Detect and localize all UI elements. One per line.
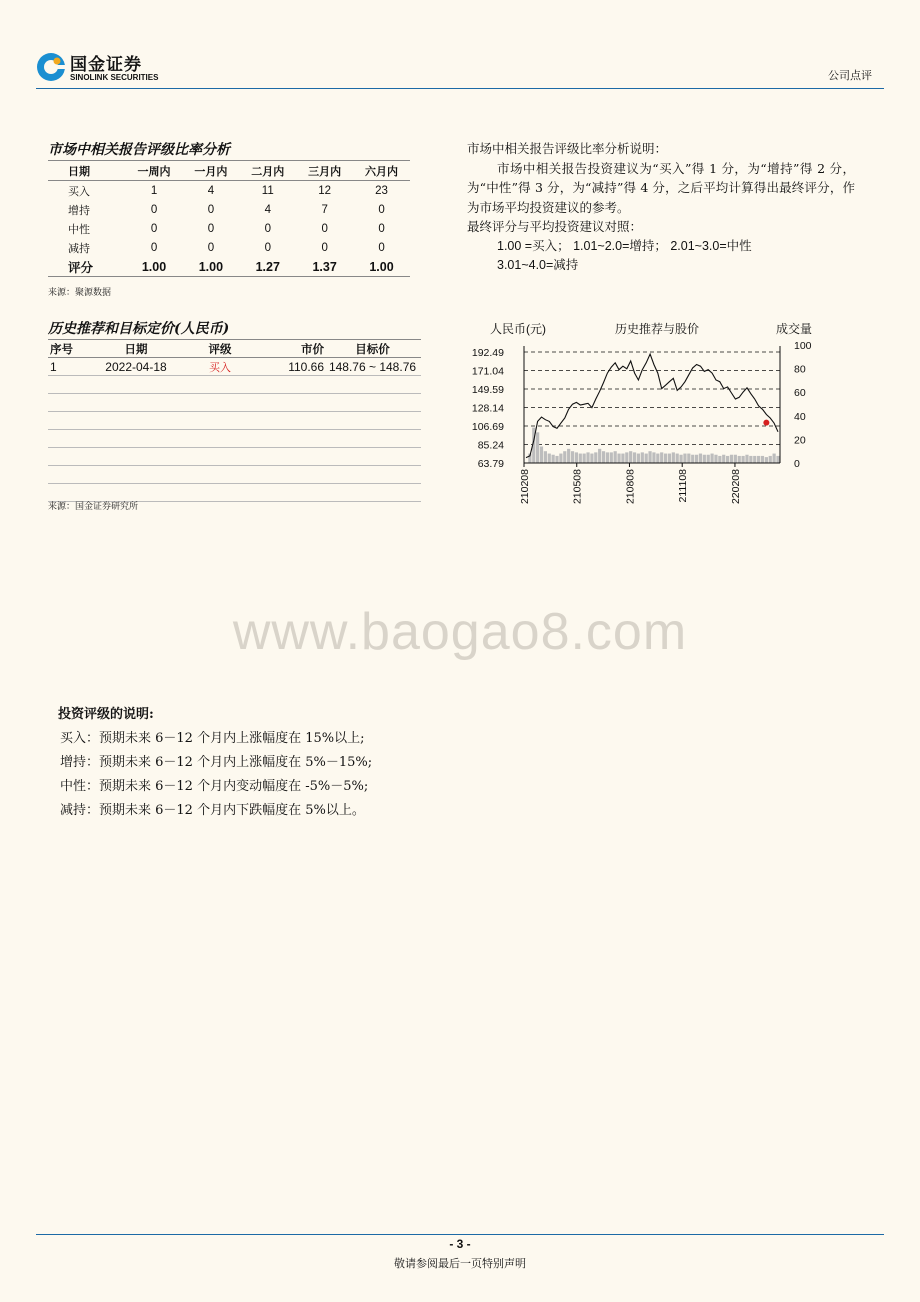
rating-ratio-source: 来源：聚源数据: [48, 288, 112, 298]
score-cell: 1.27: [239, 257, 296, 277]
volume-bar: [749, 456, 752, 463]
volume-bar: [672, 452, 675, 463]
logo-text-en: SINOLINK SECURITIES: [70, 73, 159, 82]
volume-bar: [676, 454, 679, 463]
volume-bar: [664, 454, 667, 463]
volume-bar: [571, 451, 574, 463]
volume-bar: [552, 455, 555, 463]
col-header: 六月内: [353, 161, 410, 181]
empty-row: [48, 412, 421, 430]
table-cell: 23: [375, 184, 388, 197]
volume-bar: [645, 454, 648, 463]
volume-bar: [536, 432, 539, 463]
volume-bar: [699, 454, 702, 463]
col-header: 市价: [254, 340, 324, 358]
volume-bar: [683, 454, 686, 463]
volume-bar: [563, 451, 566, 463]
table-cell: 0: [264, 241, 271, 254]
table-cell: 0: [264, 222, 271, 235]
investment-rating-legend: [58, 703, 372, 823]
col-header: 评级: [186, 340, 254, 358]
chart-ylabel-right: 成交量: [775, 322, 812, 336]
table-cell: 0: [150, 222, 158, 235]
volume-bar: [738, 456, 741, 463]
y-tick-left: 106.69: [471, 421, 504, 433]
x-tick-label: 210508: [571, 469, 584, 505]
volume-bar: [730, 455, 733, 463]
volume-bar: [652, 452, 655, 463]
table-cell: 0: [378, 241, 385, 254]
volume-bar: [687, 454, 690, 463]
rating-explanation: [467, 139, 855, 276]
mapping-heading: 最终评分与平均投资建议对照：: [467, 219, 643, 234]
table-cell: 0: [150, 203, 158, 216]
col-header: 一月内: [182, 161, 239, 181]
table-row: [48, 181, 410, 201]
footer-disclaimer: 敬请参阅最后一页特别声明: [394, 1257, 526, 1270]
x-tick-label: 220208: [729, 469, 742, 505]
price-line: [526, 354, 778, 458]
row-no: 1: [48, 358, 86, 376]
volume-bar: [691, 455, 694, 463]
rating-definition: 增持：预期未来 6－12 个月内上涨幅度在 5%－15%;: [60, 755, 373, 770]
recommendation-marker: [763, 420, 769, 426]
volume-bar: [703, 455, 706, 463]
volume-bar: [722, 455, 725, 463]
y-tick-left: 128.14: [471, 402, 504, 415]
rating-ratio-title: 市场中相关报告评级比率分析: [48, 142, 230, 158]
col-header: 日期: [48, 161, 126, 181]
row-target: 148.76 ~ 148.76: [324, 358, 421, 376]
y-tick-right: 0: [794, 458, 800, 470]
volume-bar: [726, 456, 729, 463]
volume-bar: [776, 456, 779, 463]
volume-bar: [575, 452, 578, 463]
volume-bar: [614, 451, 617, 463]
volume-bar: [637, 454, 640, 463]
table-cell: 0: [378, 203, 385, 216]
col-header: 一周内: [126, 161, 183, 181]
y-tick-right: 40: [794, 410, 806, 423]
volume-bar: [753, 456, 756, 463]
table-cell: 0: [207, 203, 215, 216]
table-cell: 4: [207, 184, 215, 197]
volume-bar: [761, 456, 764, 463]
volume-bar: [610, 452, 613, 463]
volume-bar: [590, 454, 593, 463]
empty-row: [48, 394, 421, 412]
explanation-heading: 市场中相关报告评级比率分析说明：: [467, 141, 668, 156]
row-price: 110.66: [254, 358, 324, 376]
volume-bar: [769, 456, 772, 463]
table-row: [48, 219, 410, 238]
volume-bar: [757, 456, 760, 463]
col-header: 序号: [48, 340, 86, 358]
volume-bar: [594, 452, 597, 463]
volume-bar: [606, 452, 609, 463]
watermark: www.baogao8.com: [232, 603, 688, 661]
y-tick-left: 192.49: [471, 347, 504, 359]
score-cell: 1.00: [126, 257, 183, 277]
y-tick-right: 100: [794, 340, 812, 352]
row-date: 2022-04-18: [86, 358, 186, 376]
volume-bar: [765, 457, 768, 463]
table-cell: 4: [264, 203, 271, 216]
y-tick-left: 149.59: [471, 384, 504, 396]
volume-bar: [707, 455, 710, 463]
row-label: 买入: [68, 184, 90, 198]
report-type: 公司点评: [828, 69, 872, 82]
score-row: [48, 257, 410, 277]
volume-bar: [695, 455, 698, 463]
history-table: [48, 339, 421, 502]
chart-ylabel-left: 人民币(元): [490, 322, 546, 336]
volume-bar: [598, 449, 601, 463]
table-cell: 0: [207, 241, 215, 254]
history-title: 历史推荐和目标定价(人民币): [48, 321, 230, 337]
row-label: 增持: [68, 203, 90, 217]
y-tick-right: 60: [794, 387, 806, 400]
volume-bar: [648, 451, 651, 463]
volume-bar: [579, 454, 582, 463]
mapping-line: 3.01~4.0=减持: [497, 258, 579, 272]
volume-bar: [633, 452, 636, 463]
volume-bar: [625, 452, 628, 463]
col-header: 三月内: [296, 161, 353, 181]
page-number: - 3 -: [449, 1237, 471, 1251]
table-cell: 7: [321, 203, 328, 216]
header-divider: [36, 88, 884, 89]
row-rating: 买入: [186, 358, 254, 376]
table-cell: 0: [150, 241, 158, 254]
row-label: 中性: [68, 222, 90, 236]
volume-bar: [718, 456, 721, 463]
table-row: [48, 200, 410, 219]
volume-bar: [540, 446, 543, 463]
volume-bar: [544, 451, 547, 463]
footer-divider: [36, 1234, 884, 1235]
volume-bar: [679, 455, 682, 463]
table-cell: 1: [150, 184, 158, 197]
volume-bar: [660, 452, 663, 463]
volume-bar: [742, 456, 745, 463]
table-cell: 0: [378, 222, 385, 235]
explanation-body: 市场中相关报告投资建议为“买入”得 1 分，为“增持”得 2 分，为“中性”得 3 分，为“减持”得 4 分，之后平均计算得出最终评分，作为市场平均投资建议的参考。: [467, 160, 855, 215]
volume-bar: [602, 451, 605, 463]
col-header: 目标价: [324, 340, 421, 358]
chart-title: 历史推荐与股价: [614, 322, 700, 336]
volume-bar: [559, 454, 562, 463]
volume-bar: [668, 454, 671, 463]
score-cell: 1.37: [296, 257, 353, 277]
rating-definition: 中性：预期未来 6－12 个月内变动幅度在 -5%－5%;: [60, 779, 369, 794]
logo-text-cn: 国金证券: [70, 55, 142, 75]
empty-row: [48, 466, 421, 484]
table-cell: 0: [321, 241, 328, 254]
row-label: 评分: [48, 257, 126, 277]
table-cell: 0: [207, 222, 215, 235]
rating-definition: 买入：预期未来 6－12 个月内上涨幅度在 15%以上;: [60, 731, 365, 746]
table-row: [48, 238, 410, 257]
volume-bar: [583, 454, 586, 463]
y-tick-right: 80: [794, 363, 806, 376]
volume-bar: [734, 455, 737, 463]
volume-bar: [745, 455, 748, 463]
price-volume-chart: [462, 318, 842, 518]
x-tick-label: 210808: [624, 469, 637, 505]
volume-bar: [555, 456, 558, 463]
volume-bar: [641, 452, 644, 463]
y-tick-right: 20: [794, 434, 806, 447]
volume-bar: [548, 454, 551, 463]
col-header: 日期: [86, 340, 186, 358]
table-cell: 11: [261, 184, 274, 197]
x-tick-label: 210208: [519, 469, 531, 505]
history-source: 来源：国金证券研究所: [48, 502, 139, 512]
volume-bar: [586, 452, 589, 463]
mapping-line: 1.00 =买入； 1.01~2.0=增持； 2.01~3.0=中性: [497, 238, 752, 253]
rating-definition: 减持：预期未来 6－12 个月内下跌幅度在 5%以上。: [60, 803, 365, 818]
col-header: 二月内: [239, 161, 296, 181]
table-cell: 0: [321, 222, 328, 235]
empty-row: [48, 430, 421, 448]
volume-bar: [714, 455, 717, 463]
volume-bar: [773, 454, 776, 463]
sinolink-logo-icon: [36, 52, 66, 82]
y-tick-left: 171.04: [471, 365, 504, 378]
volume-bar: [567, 449, 570, 463]
volume-bar: [656, 454, 659, 463]
empty-row: [48, 448, 421, 466]
table-row: [48, 358, 421, 376]
row-label: 减持: [68, 241, 90, 255]
investment-rating-heading: 投资评级的说明:: [58, 707, 154, 722]
table-cell: 12: [318, 184, 332, 197]
volume-bar: [710, 454, 713, 463]
y-tick-left: 63.79: [477, 458, 504, 470]
score-cell: 1.00: [353, 257, 410, 277]
volume-bar: [629, 451, 632, 463]
score-cell: 1.00: [182, 257, 239, 277]
rating-ratio-table: [48, 160, 410, 277]
y-tick-left: 85.24: [477, 439, 504, 452]
x-tick-label: 211108: [677, 469, 690, 503]
volume-bar: [621, 454, 624, 463]
empty-row: [48, 376, 421, 394]
volume-bar: [617, 454, 620, 463]
